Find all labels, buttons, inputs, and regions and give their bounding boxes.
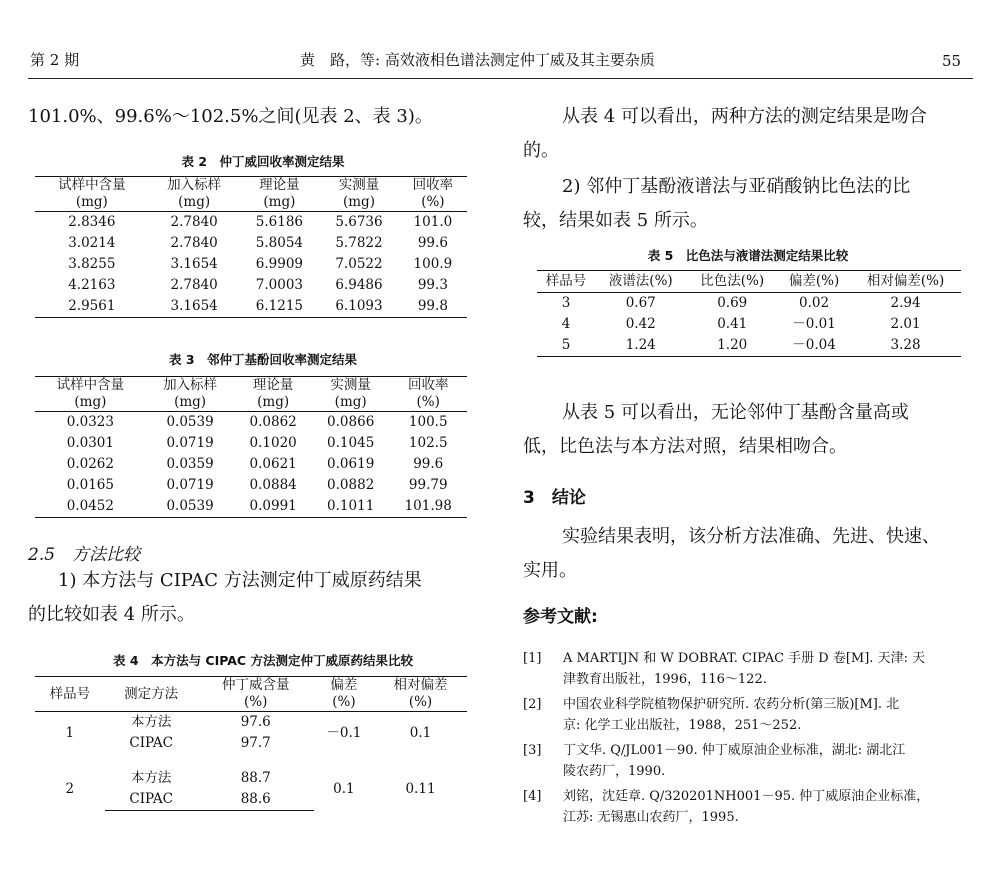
table-cell: 0.02 bbox=[799, 295, 830, 311]
content-cell: 88.6 bbox=[198, 789, 314, 811]
rel-deviation-cell: 0.11 bbox=[405, 780, 436, 797]
table-row bbox=[537, 335, 961, 357]
reference-item bbox=[523, 648, 978, 694]
col-unit: (%) bbox=[408, 694, 433, 710]
col-unit: (mg) bbox=[312, 394, 390, 412]
col-unit: (mg) bbox=[319, 194, 399, 212]
col-unit: (mg) bbox=[149, 194, 240, 212]
intro-line: 101.0%、99.6%～102.5%之间(见表 2、表 3)。 bbox=[28, 106, 433, 127]
table4-caption: 表 4 本方法与 CIPAC 方法测定仲丁威原药结果比较 bbox=[113, 653, 413, 668]
table-cell: 99.6 bbox=[413, 456, 444, 472]
table-cell: 0.69 bbox=[717, 295, 748, 311]
table-cell: 0.0884 bbox=[249, 477, 297, 493]
para-method-compare-2: 的比较如表 4 所示。 bbox=[28, 604, 195, 625]
col-unit: (mg) bbox=[35, 194, 149, 212]
table-row bbox=[35, 496, 467, 518]
col-header: 实测量 bbox=[312, 377, 390, 395]
table-cell: 0.0359 bbox=[166, 456, 214, 472]
table-cell: 5.6186 bbox=[255, 214, 304, 230]
col-unit: (mg) bbox=[240, 194, 320, 212]
col-header: 比色法(%) bbox=[686, 271, 777, 293]
table-cell: 0.67 bbox=[625, 295, 656, 311]
col-header: 液谱法(%) bbox=[595, 271, 686, 293]
table-cell: 7.0003 bbox=[255, 277, 304, 293]
col-header: 理论量 bbox=[234, 377, 312, 395]
table-cell: 0.0619 bbox=[327, 456, 375, 472]
sample-no: 2 bbox=[65, 780, 75, 797]
table-cell: 3.28 bbox=[850, 335, 961, 357]
content-cell: 97.6 bbox=[240, 714, 271, 730]
table-cell: 0.0862 bbox=[249, 414, 297, 430]
table-cell: 3.1654 bbox=[170, 256, 218, 272]
table-cell: 2.94 bbox=[890, 295, 921, 311]
sample-no: 1 bbox=[65, 724, 75, 741]
table-cell: 2.9561 bbox=[35, 296, 149, 318]
table-cell: 99.6 bbox=[417, 235, 448, 251]
para-table4-conclusion-1: 从表 4 可以看出，两种方法的测定结果是吻合 bbox=[562, 106, 927, 127]
col-unit: (%) bbox=[244, 694, 268, 710]
reference-text-line: A MARTIJN 和 W DOBRAT. CIPAC 手册 D 卷[M]. 天津: 天 bbox=[563, 651, 926, 666]
table-cell: 0.0539 bbox=[166, 414, 214, 430]
table5 bbox=[537, 270, 961, 357]
table-cell: 0.0301 bbox=[66, 435, 114, 451]
reference-number: [4] bbox=[523, 789, 542, 804]
table-cell: 0.0719 bbox=[166, 435, 214, 451]
para-method2-2: 较，结果如表 5 所示。 bbox=[523, 210, 708, 231]
col-header: 相对偏差 bbox=[393, 677, 448, 693]
table3 bbox=[35, 376, 467, 518]
table-cell: 6.1093 bbox=[319, 296, 399, 318]
table-cell: 99.3 bbox=[417, 277, 448, 293]
col-header: 仲丁威含量 bbox=[221, 677, 290, 693]
table-cell: 0.0452 bbox=[35, 496, 146, 518]
table-cell: 0.42 bbox=[625, 316, 656, 332]
col-header: 实测量 bbox=[319, 177, 399, 195]
table-cell: 7.0522 bbox=[335, 256, 383, 272]
table-cell: 0.0621 bbox=[249, 456, 297, 472]
table-row bbox=[35, 296, 467, 318]
reference-text-line: 京: 化学工业出版社，1988，251～252. bbox=[563, 718, 802, 733]
table-cell: 100.5 bbox=[408, 414, 448, 430]
para-method2-1: 2) 邻仲丁基酚液谱法与亚硝酸钠比色法的比 bbox=[562, 176, 911, 197]
table-cell: 5.6736 bbox=[335, 214, 383, 230]
table-cell: 0.0991 bbox=[234, 496, 312, 518]
table-row bbox=[35, 275, 467, 296]
section-3-heading: 3 结论 bbox=[523, 488, 586, 508]
table-cell: 101.98 bbox=[389, 496, 467, 518]
table-cell: 1.20 bbox=[686, 335, 777, 357]
table-cell: 2.01 bbox=[890, 316, 921, 332]
table-row bbox=[35, 454, 467, 475]
table-cell: 6.1215 bbox=[240, 296, 320, 318]
table-cell: 102.5 bbox=[408, 435, 448, 451]
col-header: 样品号 bbox=[537, 271, 595, 293]
col-unit: (%) bbox=[389, 394, 467, 412]
section-2-5-heading: 2.5 方法比较 bbox=[28, 545, 141, 565]
para-method-compare-1: 1) 本方法与 CIPAC 方法测定仲丁威原药结果 bbox=[58, 570, 422, 591]
col-header: 偏差 bbox=[330, 677, 358, 693]
col-header: 样品号 bbox=[35, 677, 105, 712]
content-cell: 97.7 bbox=[240, 735, 271, 751]
reference-item bbox=[523, 740, 978, 786]
table-cell: 100.9 bbox=[413, 256, 453, 272]
table-cell: 6.9486 bbox=[335, 277, 383, 293]
para-table5-conclusion-1: 从表 5 可以看出，无论邻仲丁基酚含量高或 bbox=[562, 402, 909, 423]
method-cell: 本方法 bbox=[130, 770, 172, 786]
table-cell: 0.41 bbox=[717, 316, 748, 332]
table-cell: 2.7840 bbox=[170, 214, 218, 230]
table4 bbox=[35, 676, 467, 811]
rel-deviation-cell: 0.1 bbox=[409, 724, 432, 741]
table-cell: 0.0866 bbox=[327, 414, 375, 430]
col-header: 试样中含量 bbox=[35, 177, 149, 195]
col-unit: (%) bbox=[399, 194, 467, 212]
reference-text-line: 刘铭，沈廷章. Q/320201NH001－95. 仲丁威原油企业标准， bbox=[563, 789, 930, 804]
col-header: 偏差(%) bbox=[778, 271, 850, 293]
running-title: 黄 路，等: 高效液相色谱法测定仲丁威及其主要杂质 bbox=[300, 51, 655, 69]
table-cell: 4.2163 bbox=[68, 277, 116, 293]
reference-number: [3] bbox=[523, 743, 542, 758]
table-cell: 0.0539 bbox=[146, 496, 235, 518]
col-unit: (mg) bbox=[35, 394, 146, 412]
table-cell: 0.0323 bbox=[66, 414, 114, 430]
method-cell: CIPAC bbox=[129, 735, 173, 751]
para-conclusion-1: 实验结果表明，该分析方法准确、先进、快速、 bbox=[562, 526, 940, 547]
header-rule bbox=[28, 78, 973, 79]
issue-number: 第 2 期 bbox=[30, 51, 80, 69]
table-cell: 5.7822 bbox=[335, 235, 383, 251]
para-conclusion-2: 实用。 bbox=[523, 560, 577, 581]
col-header: 理论量 bbox=[240, 177, 320, 195]
table-cell: 6.9909 bbox=[255, 256, 304, 272]
reference-text-line: 江苏: 无锡惠山农药厂，1995. bbox=[563, 810, 739, 825]
col-header: 回收率 bbox=[399, 177, 467, 195]
reference-number: [2] bbox=[523, 697, 542, 712]
table-cell: 0.1011 bbox=[312, 496, 390, 518]
col-header: 测定方法 bbox=[105, 677, 198, 712]
col-header: 试样中含量 bbox=[35, 377, 146, 395]
col-header: 相对偏差(%) bbox=[850, 271, 961, 293]
table-row bbox=[537, 314, 961, 335]
method-cell: 本方法 bbox=[130, 714, 172, 730]
table2 bbox=[35, 176, 467, 318]
table-cell: －0.04 bbox=[778, 335, 850, 357]
table-cell: 0.1045 bbox=[327, 435, 375, 451]
reference-text-line: 中国农业科学院植物保护研究所. 农药分析(第三版)[M]. 北 bbox=[563, 697, 900, 712]
col-unit: (mg) bbox=[146, 394, 235, 412]
deviation-cell: －0.1 bbox=[326, 724, 362, 741]
table-row bbox=[35, 433, 467, 454]
table-cell: 2.8346 bbox=[68, 214, 116, 230]
reference-list bbox=[523, 648, 978, 832]
reference-item bbox=[523, 786, 978, 832]
reference-item bbox=[523, 694, 978, 740]
para-table5-conclusion-2: 低，比色法与本方法对照，结果相吻合。 bbox=[523, 436, 847, 457]
reference-text-line: 津教育出版社，1996，116～122. bbox=[563, 672, 767, 687]
table-cell: 2.7840 bbox=[170, 277, 218, 293]
table-cell: 101.0 bbox=[413, 214, 453, 230]
reference-number: [1] bbox=[523, 651, 542, 666]
table-cell: －0.01 bbox=[792, 316, 836, 332]
reference-text-line: 丁文华. Q/JL001－90. 仲丁威原油企业标准，湖北: 湖北江 bbox=[563, 743, 906, 758]
method-cell: CIPAC bbox=[105, 789, 198, 811]
table-cell: 4 bbox=[561, 316, 571, 332]
table5-caption: 表 5 比色法与液谱法测定结果比较 bbox=[647, 248, 849, 263]
table-cell: 0.0262 bbox=[66, 456, 114, 472]
col-header: 加入标样 bbox=[146, 377, 235, 395]
col-unit: (mg) bbox=[234, 394, 312, 412]
table-cell: 5 bbox=[537, 335, 595, 357]
content-cell: 88.7 bbox=[240, 770, 271, 786]
table-cell: 0.0882 bbox=[327, 477, 375, 493]
table-cell: 3 bbox=[561, 295, 571, 311]
col-header: 回收率 bbox=[389, 377, 467, 395]
table-row bbox=[35, 254, 467, 275]
table-cell: 5.8054 bbox=[255, 235, 304, 251]
table-cell: 0.1020 bbox=[249, 435, 297, 451]
deviation-cell: 0.1 bbox=[333, 780, 355, 797]
table-row bbox=[35, 212, 467, 234]
table2-caption: 表 2 仲丁威回收率测定结果 bbox=[181, 154, 345, 169]
table-cell: 99.79 bbox=[408, 477, 448, 493]
table-cell: 3.0214 bbox=[68, 235, 116, 251]
table-cell: 0.0719 bbox=[166, 477, 214, 493]
table3-caption: 表 3 邻仲丁基酚回收率测定结果 bbox=[168, 352, 358, 367]
table-cell: 1.24 bbox=[595, 335, 686, 357]
table-cell: 3.8255 bbox=[68, 256, 116, 272]
table-row bbox=[537, 293, 961, 315]
references-heading: 参考文献: bbox=[523, 607, 598, 627]
table-cell: 3.1654 bbox=[149, 296, 240, 318]
table-row bbox=[35, 412, 467, 434]
reference-text-line: 陵农药厂，1990. bbox=[563, 764, 666, 779]
col-header: 加入标样 bbox=[149, 177, 240, 195]
table-cell: 0.0165 bbox=[66, 477, 114, 493]
page-number: 55 bbox=[942, 52, 962, 70]
table-row bbox=[35, 233, 467, 254]
table-cell: 99.8 bbox=[399, 296, 467, 318]
table-row bbox=[35, 475, 467, 496]
col-unit: (%) bbox=[332, 694, 356, 710]
para-table4-conclusion-2: 的。 bbox=[523, 140, 559, 161]
table-cell: 2.7840 bbox=[170, 235, 218, 251]
